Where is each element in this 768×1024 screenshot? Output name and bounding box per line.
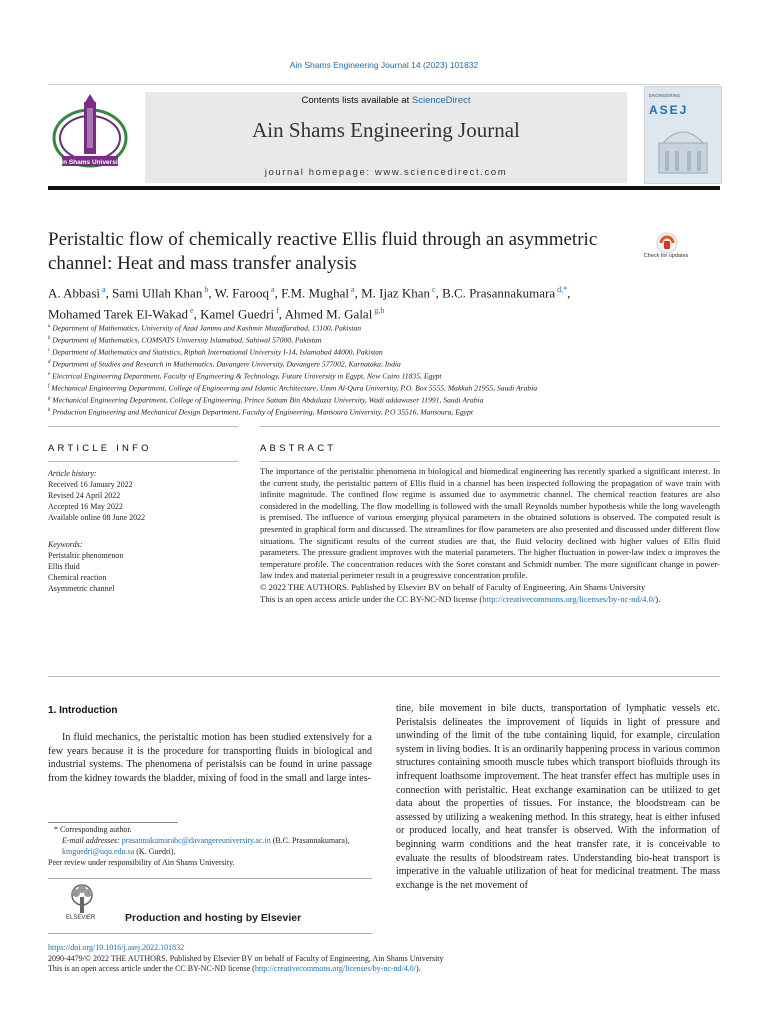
author-list (48, 281, 720, 324)
affiliation-key: f (48, 383, 50, 389)
affiliation-key: h (48, 407, 51, 413)
elsevier-tree-icon (62, 883, 102, 915)
author-name[interactable]: Mohamed Tarek El-Wakad (48, 306, 189, 322)
corresponding-author-note: * Corresponding author. (54, 825, 132, 834)
keyword-item: Peristaltic phenomenon (48, 551, 124, 560)
affiliation-key: d (48, 359, 51, 365)
cover-small-label: ENGINEERING (649, 93, 681, 98)
affiliation-list (48, 322, 720, 418)
affiliation-item (48, 394, 720, 406)
author-separator: , (193, 306, 201, 322)
author-name[interactable]: M. Ijaz Khan (361, 285, 431, 301)
abstract-license-suffix: ). (655, 593, 661, 604)
affiliation-key: g (48, 395, 51, 401)
email-owner-1: (B.C. Prasannakumara), (270, 836, 350, 845)
abstract-copyright: © 2022 THE AUTHORS. Published by Elsevier BV on behalf of Faculty of Engineering, Ain Shams University (260, 581, 646, 592)
peer-review-note: Peer review under responsibility of Ain Shams University. (48, 858, 235, 867)
author-separator: , (354, 285, 362, 301)
paper-title: Peristaltic flow of chemically reactive Ellis fluid through an asymmetric channel: Heat and mass transfer analysis (48, 229, 598, 274)
introduction-heading: 1. Introduction (48, 705, 118, 716)
email-note (48, 835, 372, 857)
affiliation-item (48, 334, 720, 346)
affiliation-item (48, 406, 720, 418)
sciencedirect-link[interactable]: ScienceDirect (411, 95, 471, 106)
affiliation-item (48, 370, 720, 382)
intro-left-text: In fluid mechanics, the peristaltic motion has been studied extensively for a few years because it is the procedure for transporting fluids in biological and industrial systems. The phenomena of peristalsis can be found in urine passage from the kidney towards the bladder, mixing of food in the small and large intes- (48, 732, 372, 784)
logo-caption: Ain Shams University (56, 159, 124, 166)
issn-line: 2090-4479/© 2022 THE AUTHORS. Published by Elsevier BV on behalf of Faculty of Engineering, Ain Shams University (48, 953, 444, 963)
author-affiliation-marker[interactable]: d,* (555, 285, 568, 294)
affiliation-item (48, 382, 720, 394)
homepage-prefix: journal homepage: (264, 167, 375, 178)
cover-building-icon (653, 121, 713, 177)
article-info-heading: ARTICLE INFO (48, 443, 152, 454)
author-affiliation-marker[interactable]: b (202, 285, 209, 294)
affiliation-text: Production Engineering and Mechanical Design Department, Faculty of Engineering, Mansoura University, P.O 35516, Mansoura, Egypt (50, 407, 473, 417)
journal-homepage (145, 167, 627, 178)
elsevier-production-box (48, 878, 372, 934)
author-name[interactable]: A. Abbasi (48, 285, 100, 301)
author-separator: , (274, 285, 282, 301)
abstract-body: The importance of the peristaltic phenomena in biological and biomedical engineering has recently sparked a significant interest. In the current study, the peristaltic pattern of Ellis fluid in a channel has been inspected following the propagation of wave train with infinite magnitude. The confined flow regime is assumed due to asymmetric channel. The chemical reaction features are also considered in the modelling. The flow modelling is followed with the small Reynolds number hypothesis while the long wavelength is premised. The influence of various emerging physical parameters in the obtained solutions is observed. The computed result is presented in graphical form and discussed. The streamlines for flow parameters are also presented and discussed under different flow situations. The significant results of the current studies are that, the fluid velocity declined with higher values of Ellis fluid parameters. The pressure gradient improves with the material parameters. The higher fluctuation in power-law index α improves the temperature profile. The concentration reduces with the Soret constant and Schmidt number. The more significant change in power-law index and material perimeter result in a progressive concentration profile. (260, 466, 720, 581)
homepage-url[interactable]: www.sciencedirect.com (374, 167, 508, 178)
author-separator: , (278, 306, 285, 322)
author-name[interactable]: Ahmed M. Galal (284, 306, 373, 322)
footer-license (48, 964, 720, 975)
cover-title: ASEJ (649, 103, 689, 117)
author-name[interactable]: Kamel Guedri (200, 306, 275, 322)
page-footer (48, 943, 720, 975)
affiliation-item (48, 346, 720, 358)
abstract-license-link[interactable]: http://creativecommons.org/licenses/by-nc-nd/4.0/ (482, 593, 656, 604)
author-name[interactable]: Sami Ullah Khan (112, 285, 203, 301)
affiliation-text: Mechanical Engineering Department, College of Engineering, Prince Sattam Bin Abdulaziz University, Wadi addawaser 11991, Saudi Arabia (50, 395, 484, 405)
doi-link[interactable]: https://doi.org/10.1016/j.asej.2022.101832 (48, 943, 185, 952)
article-info-rule (48, 426, 238, 427)
author-affiliation-marker[interactable]: f (274, 306, 279, 316)
affiliation-text: Mechanical Engineering Department, College of Engineering and Islamic Architecture, Umm Al-Qura University, P.O. Box 5555, Makkah 21955, Saudi Arabia (49, 383, 538, 393)
journal-citation[interactable]: Ain Shams Engineering Journal 14 (2023) 101832 (289, 60, 479, 70)
history-item: Available online 08 June 2022 (48, 513, 146, 522)
affiliation-text: Department of Mathematics and Statistics, Riphah International University I-14, Islamabad 44000, Pakistan (50, 347, 383, 357)
contents-line (145, 95, 627, 106)
email-label: E-mail addresses: (62, 836, 122, 845)
footer-license-link[interactable]: http://creativecommons.org/licenses/by-nc-nd/4.0/ (254, 964, 416, 974)
abstract-license-prefix: This is an open access article under the CC BY-NC-ND license ( (260, 593, 483, 604)
author-separator: , (435, 285, 443, 301)
keyword-item: Chemical reaction (48, 573, 107, 582)
author-affiliation-marker[interactable]: a (269, 285, 275, 294)
contents-prefix: Contents lists available at (301, 95, 412, 106)
email-owner-2: (K. Guedri). (134, 847, 176, 856)
affiliation-key: e (48, 371, 51, 377)
email-link-2[interactable]: kmguedri@uqu.edu.sa (62, 847, 135, 856)
author-name[interactable]: W. Farooq (214, 285, 269, 301)
affiliation-text: Electrical Engineering Department, Faculty of Engineering & Technology, Future University in Egypt, New Cairo 11835, Egypt (50, 371, 442, 381)
history-list (48, 479, 238, 523)
author-separator: , (105, 285, 113, 301)
journal-title: Ain Shams Engineering Journal (252, 118, 520, 142)
keyword-item: Asymmetric channel (48, 584, 115, 593)
history-item: Revised 24 April 2022 (48, 491, 121, 500)
footer-license-prefix: This is an open access article under the CC BY-NC-ND license ( (48, 964, 255, 974)
author-affiliation-marker[interactable]: g,h (372, 306, 385, 316)
history-item: Received 16 January 2022 (48, 480, 133, 489)
university-emblem-icon (48, 92, 132, 177)
keywords-label: Keywords: (48, 540, 83, 549)
production-hosting-label: Production and hosting by Elsevier (125, 912, 302, 924)
affiliation-key: a (48, 324, 51, 329)
journal-cover-thumbnail[interactable] (644, 86, 722, 184)
author-name[interactable]: F.M. Mughal (281, 285, 350, 301)
affiliation-item (48, 358, 720, 370)
author-affiliation-marker[interactable]: a (349, 285, 355, 294)
footnote-rule (48, 822, 178, 823)
author-separator: , (208, 285, 215, 301)
intro-left-column (48, 731, 372, 785)
check-for-updates-badge[interactable] (648, 231, 686, 269)
article-info-block (48, 468, 238, 594)
ain-shams-logo (48, 92, 132, 177)
article-info-underline (48, 461, 238, 462)
header-thick-divider (48, 186, 720, 190)
footnotes (48, 824, 372, 868)
author-separator: , (567, 285, 571, 301)
keyword-list (48, 550, 238, 594)
author-name[interactable]: B.C. Prasannakumara (442, 285, 556, 301)
elsevier-wordmark: ELSEVIER (66, 915, 96, 921)
affiliation-text: Department of Mathematics, University of Azad Jammu and Kashmir Muzaffarabad, 13100, Pakistan (50, 323, 362, 333)
keyword-item: Ellis fluid (48, 562, 80, 571)
check-updates-icon (648, 231, 686, 255)
history-item: Accepted 16 May 2022 (48, 502, 123, 511)
abstract-rule (260, 426, 720, 427)
abstract-end-rule (48, 676, 720, 677)
footer-license-suffix: ). (416, 964, 421, 974)
email-link-1[interactable]: prasannakumarabc@davangereuniversity.ac.in (121, 836, 271, 845)
author-affiliation-marker[interactable]: e (188, 306, 194, 316)
affiliation-text: Department of Mathematics, COMSATS University Islamabad, Sahiwal 57000, Pakistan (50, 335, 322, 345)
affiliation-item (48, 322, 720, 334)
abstract-heading: ABSTRACT (260, 443, 337, 454)
history-label: Article history: (48, 469, 97, 478)
author-affiliation-marker[interactable]: a (100, 285, 106, 294)
intro-right-column: tine, bile movement in bile ducts, transportation of lymphatic vessels etc. Peristalsis delineates the improvement of liquids in light of pressure and unwinding of the limit of the tube containing liquid, for example, circulation system in living bodies. It is an ordinarily happening process in various common structures containing smooth muscle tubes which transport biofluids through its infrequent loathsome improvement. The heat transfer effect has multiple uses in connection with peristaltic. Heat exchange examination can be utilized to get data about the properties of tissues. For instance, the bloodstream can be assessed by utilizing a weakening method. In this strategy, heat is either infused or produced locally, and heat transfer is observed. With the information of beginning warm conditions and the heat transfer rate, it is conceivable to evaluate the results of bloodstream rates. Understanding bio-heat transport is imperative in the valuable utilization of heat for medicinal treatment. The mass exchange is the net movement of (396, 703, 720, 891)
author-affiliation-marker[interactable]: c (430, 285, 436, 294)
affiliation-key: b (48, 335, 51, 341)
check-for-updates-label: Check for updates (643, 253, 689, 259)
abstract-underline (260, 461, 720, 462)
affiliation-text: Department of Studies and Research in Mathematics, Davangere University, Davangere 577002, Karnataka, India (50, 359, 401, 369)
header-divider (48, 84, 720, 85)
abstract-block (260, 466, 720, 605)
abstract-license (260, 594, 720, 606)
affiliation-key: c (48, 347, 51, 353)
